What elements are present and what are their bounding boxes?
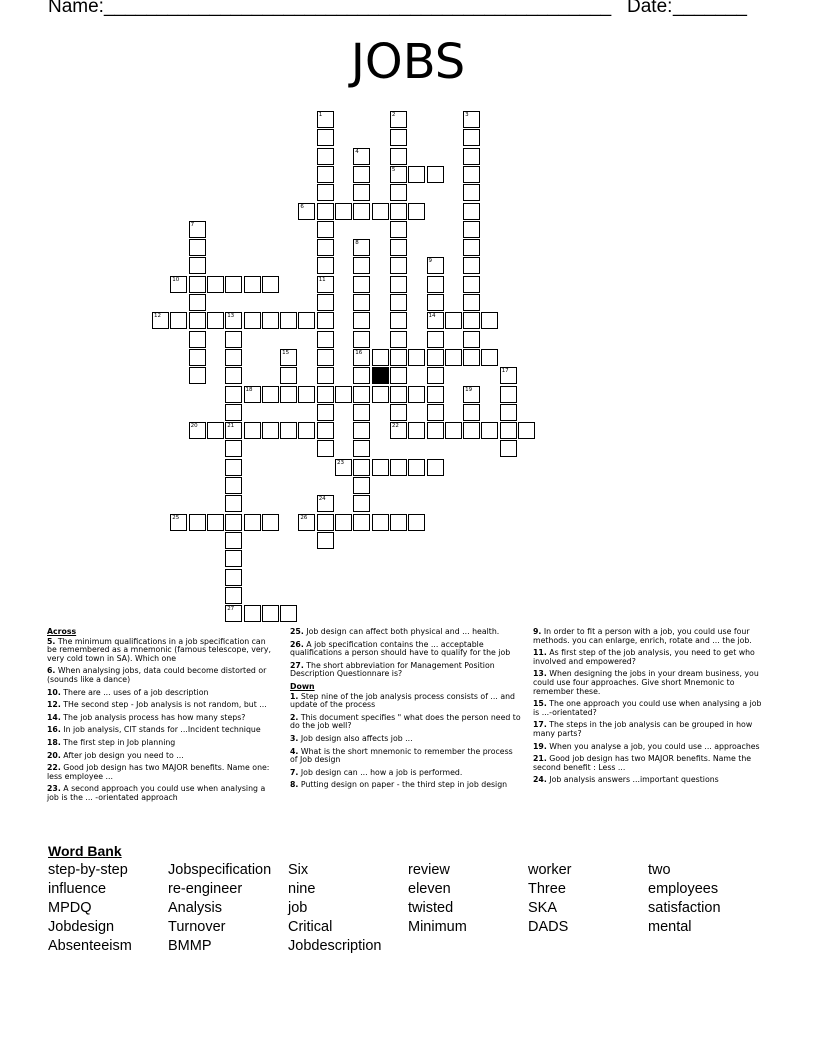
grid-cell[interactable] <box>445 349 462 366</box>
grid-cell[interactable] <box>189 257 206 274</box>
grid-cell[interactable] <box>463 148 480 165</box>
clue-number: 6 <box>300 203 304 210</box>
grid-cell[interactable] <box>372 349 389 366</box>
grid-cell[interactable] <box>463 111 480 128</box>
grid-cell[interactable] <box>152 312 169 329</box>
grid-cell[interactable] <box>463 312 480 329</box>
grid-cell[interactable] <box>463 221 480 238</box>
grid-cell[interactable] <box>427 386 444 403</box>
word-bank-word: step-by-step <box>48 862 128 878</box>
word-bank-word: Absenteeism <box>48 938 132 954</box>
grid-cell[interactable] <box>408 514 425 531</box>
grid-cell[interactable] <box>463 184 480 201</box>
grid-cell[interactable] <box>225 514 242 531</box>
grid-cell[interactable] <box>500 440 517 457</box>
clue-down-19: 19. When you analyse a job, you could use ... approaches <box>533 741 760 751</box>
word-bank-word: review <box>408 862 450 878</box>
grid-cell[interactable] <box>390 239 407 256</box>
word-bank-word: influence <box>48 881 107 897</box>
grid-cell[interactable] <box>481 312 498 329</box>
word-bank-word: Three <box>528 881 566 897</box>
grid-cell[interactable] <box>408 203 425 220</box>
clue-down-15: 15. The one approach you could use when analysing a job is ...-orientated? <box>533 699 762 717</box>
grid-cell[interactable] <box>317 148 334 165</box>
name-line[interactable]: ________________________________________________ <box>104 0 612 17</box>
clue-number: 22 <box>391 423 399 430</box>
grid-cell[interactable] <box>335 203 352 220</box>
clue-number: 21 <box>227 423 235 430</box>
grid-cell[interactable] <box>317 495 334 512</box>
grid-cell[interactable] <box>408 386 425 403</box>
word-bank-word: satisfaction <box>648 900 721 916</box>
grid-cell[interactable] <box>317 422 334 439</box>
grid-cell[interactable] <box>280 312 297 329</box>
grid-cell[interactable] <box>427 312 444 329</box>
clue-down-24: 24. Job analysis answers ...important questions <box>533 775 719 785</box>
clue-number: 26 <box>300 514 308 521</box>
clue-number: 27 <box>227 606 235 613</box>
clue-down-3: 3. Job design also affects job ... <box>290 733 413 743</box>
clue-across-27: 27. The short abbreviation for Management Position Description Questionnare is? <box>290 660 495 679</box>
grid-cell[interactable] <box>481 422 498 439</box>
grid-cell[interactable] <box>353 184 370 201</box>
word-bank-word: Jobspecification <box>168 862 272 878</box>
grid-cell[interactable] <box>390 404 407 421</box>
grid-cell[interactable] <box>225 495 242 512</box>
word-bank-word: Six <box>288 862 309 878</box>
grid-cell[interactable] <box>353 386 370 403</box>
grid-cell[interactable] <box>427 257 444 274</box>
grid-cell[interactable] <box>353 367 370 384</box>
grid-cell[interactable] <box>207 514 224 531</box>
grid-cell[interactable] <box>390 386 407 403</box>
grid-cell[interactable] <box>427 331 444 348</box>
clue-down-8: 8. Putting design on paper - the third step in job design <box>290 780 508 790</box>
grid-cell[interactable] <box>390 129 407 146</box>
word-bank-word: twisted <box>408 900 454 916</box>
grid-cell[interactable] <box>353 294 370 311</box>
grid-cell[interactable] <box>225 276 242 293</box>
grid-cell[interactable] <box>225 367 242 384</box>
grid-cell[interactable] <box>317 166 334 183</box>
grid-cell[interactable] <box>225 587 242 604</box>
clue-number: 23 <box>337 459 344 466</box>
word-bank-word: nine <box>288 881 316 897</box>
clue-number: 18 <box>245 386 253 393</box>
grid-cell[interactable] <box>408 349 425 366</box>
grid-cell[interactable] <box>317 129 334 146</box>
grid-cell[interactable] <box>225 440 242 457</box>
grid-cell[interactable] <box>463 257 480 274</box>
grid-cell[interactable] <box>280 386 297 403</box>
clue-number: 3 <box>465 112 469 118</box>
grid-cell[interactable] <box>262 422 279 439</box>
grid-cell[interactable] <box>390 276 407 293</box>
word-bank-word: SKA <box>528 900 558 916</box>
grid-cell[interactable] <box>317 184 334 201</box>
clues-column-1 <box>47 628 275 807</box>
clue-number: 11 <box>318 276 326 283</box>
grid-cell[interactable] <box>335 459 352 476</box>
grid-cell[interactable] <box>390 294 407 311</box>
grid-cell[interactable] <box>353 331 370 348</box>
grid-cell[interactable] <box>189 514 206 531</box>
clue-down-17: 17. The steps in the job analysis can be grouped in how many parts? <box>533 720 753 738</box>
page-title: JOBS <box>350 34 466 90</box>
grid-cell[interactable] <box>353 514 370 531</box>
grid-cell[interactable] <box>353 477 370 494</box>
grid-cell[interactable] <box>463 129 480 146</box>
word-bank-word: worker <box>528 862 572 878</box>
grid-cell[interactable] <box>298 203 315 220</box>
clue-across-26: 26. A job specification contains the ... acceptable qualifications a person should have to qualify for the job <box>290 639 511 658</box>
grid-cell[interactable] <box>408 166 425 183</box>
grid-cell[interactable] <box>189 239 206 256</box>
grid-cell[interactable] <box>427 367 444 384</box>
word-bank-word: Jobdesign <box>48 919 115 935</box>
grid-cell[interactable] <box>390 459 407 476</box>
clues-column-3 <box>533 628 768 789</box>
clue-number: 17 <box>501 368 509 375</box>
clue-across-25: 25. Job design can affect both physical and ... health. <box>290 627 500 636</box>
grid-cell[interactable] <box>500 386 517 403</box>
grid-cell[interactable] <box>170 312 187 329</box>
grid-cell[interactable] <box>390 514 407 531</box>
grid-cell[interactable] <box>335 386 352 403</box>
clue-across-5: 5. The minimum qualifications in a job specification can be remembered as a mnemonic (famous telescope, very, very cold town in SA). Which one <box>47 636 271 663</box>
grid-cell[interactable] <box>445 312 462 329</box>
word-bank-word: mental <box>648 919 692 935</box>
grid-cell[interactable] <box>225 331 242 348</box>
grid-cell[interactable] <box>353 312 370 329</box>
grid-cell[interactable] <box>317 349 334 366</box>
grid-cell[interactable] <box>207 276 224 293</box>
grid-cell[interactable] <box>189 367 206 384</box>
word-bank-word: MPDQ <box>48 900 92 916</box>
word-bank-word: Minimum <box>408 919 467 935</box>
grid-cell[interactable] <box>390 422 407 439</box>
grid-cell[interactable] <box>353 459 370 476</box>
grid-cell[interactable] <box>298 386 315 403</box>
grid-cell[interactable] <box>317 239 334 256</box>
clue-number: 4 <box>355 148 359 155</box>
grid-cell[interactable] <box>280 367 297 384</box>
grid-cell[interactable] <box>225 532 242 549</box>
grid-cell[interactable] <box>463 349 480 366</box>
word-bank-word: Turnover <box>168 919 226 935</box>
clue-across-23: 23. A second approach you could use when analysing a job is the ... -orientated approach <box>47 784 266 802</box>
grid-cell[interactable] <box>189 331 206 348</box>
grid-cell[interactable] <box>463 386 480 403</box>
grid-cell[interactable] <box>317 331 334 348</box>
grid-cell[interactable] <box>317 294 334 311</box>
grid-cell[interactable] <box>353 495 370 512</box>
grid-cell[interactable] <box>353 257 370 274</box>
clue-number: 25 <box>172 514 180 521</box>
word-bank-word: DADS <box>528 919 569 935</box>
grid-cell[interactable] <box>189 294 206 311</box>
clue-down-7: 7. Job design can ... how a job is performed. <box>290 767 463 777</box>
grid-cell[interactable] <box>463 276 480 293</box>
grid-cell[interactable] <box>390 148 407 165</box>
clue-number: 15 <box>282 349 290 356</box>
grid-cell[interactable] <box>244 386 261 403</box>
grid-cell[interactable] <box>427 166 444 183</box>
clue-down-13: 13. When designing the jobs in your dream business, you could use four approaches. Give short Mnemonic to remember these. <box>533 669 759 696</box>
clue-number: 5 <box>391 166 396 173</box>
grid-cell[interactable] <box>353 440 370 457</box>
clue-across-14: 14. The job analysis process has how many steps? <box>47 712 246 722</box>
grid-cell[interactable] <box>372 459 389 476</box>
grid-cell[interactable] <box>427 422 444 439</box>
grid-cell[interactable] <box>189 312 206 329</box>
grid-cell[interactable] <box>463 331 480 348</box>
grid-cell[interactable] <box>170 514 187 531</box>
clue-number: 13 <box>227 313 235 320</box>
grid-cell[interactable] <box>353 166 370 183</box>
word-bank <box>48 862 768 957</box>
grid-cell[interactable] <box>427 459 444 476</box>
grid-cell[interactable] <box>317 514 334 531</box>
grid-cell[interactable] <box>317 111 334 128</box>
word-bank-word: employees <box>648 881 719 897</box>
clue-number: 12 <box>154 313 161 320</box>
grid-cell[interactable] <box>189 276 206 293</box>
grid-cell[interactable] <box>390 257 407 274</box>
word-bank-word: Critical <box>288 919 333 935</box>
grid-cell[interactable] <box>317 312 334 329</box>
grid-cell[interactable] <box>317 367 334 384</box>
grid-cell[interactable] <box>189 221 206 238</box>
grid-cell[interactable] <box>225 550 242 567</box>
grid-cell[interactable] <box>262 312 279 329</box>
grid-cell[interactable] <box>500 422 517 439</box>
grid-cell[interactable] <box>353 422 370 439</box>
clue-number: 20 <box>190 423 198 430</box>
grid-cell[interactable] <box>262 386 279 403</box>
grid-cell[interactable] <box>280 605 297 622</box>
clue-across-18: 18. The first step in Job planning <box>47 737 176 747</box>
clue-down-4: 4. What is the short mnemonic to remember the process of Job design <box>290 746 513 765</box>
clue-down-21: 21. Good job design has two MAJOR benefits. Name the second benefit : Less ... <box>533 754 752 772</box>
grid-cell[interactable] <box>244 312 261 329</box>
clue-across-12: 12. THe second step - Job analysis is not random, but ... <box>47 700 267 710</box>
grid-cell[interactable] <box>427 294 444 311</box>
grid-cell[interactable] <box>500 404 517 421</box>
grid-cell[interactable] <box>225 569 242 586</box>
grid-cell[interactable] <box>225 349 242 366</box>
clue-number: 14 <box>428 313 436 320</box>
grid-cell[interactable] <box>372 386 389 403</box>
grid-cell[interactable] <box>244 514 261 531</box>
grid-cell[interactable] <box>390 221 407 238</box>
grid-cell[interactable] <box>335 514 352 531</box>
grid-cell[interactable] <box>427 404 444 421</box>
clue-number: 2 <box>391 112 396 118</box>
word-bank-word: job <box>288 900 308 916</box>
clue-down-11: 11. As first step of the job analysis, you need to get who involved and empowered? <box>533 648 755 666</box>
grid-cell[interactable] <box>463 294 480 311</box>
grid-cell[interactable] <box>207 312 224 329</box>
grid-cell[interactable] <box>317 404 334 421</box>
clue-number: 10 <box>172 276 180 283</box>
grid-cell[interactable] <box>463 166 480 183</box>
grid-cell[interactable] <box>244 605 261 622</box>
across-heading: Across <box>47 627 77 636</box>
clue-across-16: 16. In job analysis, CIT stands for ...Incident technique <box>47 725 261 735</box>
grid-cell[interactable] <box>353 148 370 165</box>
grid-cell[interactable] <box>390 166 407 183</box>
down-heading: Down <box>290 681 315 691</box>
grid-cell[interactable] <box>225 312 242 329</box>
grid-cell[interactable] <box>317 221 334 238</box>
blocked-cell <box>372 367 389 384</box>
clue-across-20: 20. After job design you need to ... <box>47 750 184 760</box>
grid-cell[interactable] <box>280 349 297 366</box>
grid-cell[interactable] <box>353 276 370 293</box>
date-line[interactable]: _______ <box>673 0 747 17</box>
grid-cell[interactable] <box>445 422 462 439</box>
grid-cell[interactable] <box>463 422 480 439</box>
grid-cell[interactable] <box>280 422 297 439</box>
grid-cell[interactable] <box>463 239 480 256</box>
grid-cell[interactable] <box>189 422 206 439</box>
grid-cell[interactable] <box>427 349 444 366</box>
grid-cell[interactable] <box>225 386 242 403</box>
grid-cell[interactable] <box>262 605 279 622</box>
grid-cell[interactable] <box>317 532 334 549</box>
date-label: Date: <box>627 0 673 17</box>
grid-cell[interactable] <box>170 276 187 293</box>
clue-down-2: 2. This document specifies " what does the person need to do the job well? <box>290 712 521 731</box>
word-bank-word: Analysis <box>168 900 222 916</box>
clue-down-9: 9. In order to fit a person with a job, you could use four methods. you can enlarge, enrich, rotate and ... the job. <box>533 627 752 645</box>
word-bank-word: Jobdescription <box>288 938 382 954</box>
word-bank-word: eleven <box>408 881 451 897</box>
grid-cell[interactable] <box>317 276 334 293</box>
grid-cell[interactable] <box>317 257 334 274</box>
grid-cell[interactable] <box>317 440 334 457</box>
grid-cell[interactable] <box>481 349 498 366</box>
grid-cell[interactable] <box>225 404 242 421</box>
grid-cell[interactable] <box>427 276 444 293</box>
grid-cell[interactable] <box>408 422 425 439</box>
name-label: Name: <box>48 0 104 17</box>
grid-cell[interactable] <box>298 514 315 531</box>
grid-cell[interactable] <box>298 312 315 329</box>
grid-cell[interactable] <box>353 404 370 421</box>
grid-cell[interactable] <box>408 459 425 476</box>
clue-number: 24 <box>318 496 326 503</box>
grid-cell[interactable] <box>390 184 407 201</box>
grid-cell[interactable] <box>518 422 535 439</box>
grid-cell[interactable] <box>372 203 389 220</box>
grid-cell[interactable] <box>189 349 206 366</box>
clue-number: 7 <box>190 221 195 228</box>
grid-cell[interactable] <box>244 422 261 439</box>
grid-cell[interactable] <box>390 203 407 220</box>
word-bank-word: two <box>648 862 671 878</box>
clue-across-6: 6. When analysing jobs, data could become distorted or (sounds like a dance) <box>47 666 267 684</box>
grid-cell[interactable] <box>262 276 279 293</box>
grid-cell[interactable] <box>463 203 480 220</box>
grid-cell[interactable] <box>225 477 242 494</box>
clue-across-22: 22. Good job design has two MAJOR benefits. Name one: less employee ... <box>47 763 270 781</box>
grid-cell[interactable] <box>390 367 407 384</box>
grid-cell[interactable] <box>225 422 242 439</box>
clue-number: 16 <box>355 349 363 356</box>
grid-cell[interactable] <box>298 422 315 439</box>
word-bank-title: Word Bank <box>48 843 122 859</box>
grid-cell[interactable] <box>463 404 480 421</box>
grid-cell[interactable] <box>390 111 407 128</box>
grid-cell[interactable] <box>390 312 407 329</box>
clue-down-1: 1. Step nine of the job analysis process consists of ... and update of the process <box>290 691 516 710</box>
clues-column-2 <box>290 628 522 794</box>
word-bank-word: re-engineer <box>168 881 243 897</box>
grid-cell[interactable] <box>372 514 389 531</box>
word-bank-word: BMMP <box>168 938 212 954</box>
grid-cell[interactable] <box>225 605 242 622</box>
grid-cell[interactable] <box>390 331 407 348</box>
grid-cell[interactable] <box>390 349 407 366</box>
grid-cell[interactable] <box>353 203 370 220</box>
grid-cell[interactable] <box>225 459 242 476</box>
grid-cell[interactable] <box>244 276 261 293</box>
grid-cell[interactable] <box>353 349 370 366</box>
grid-cell[interactable] <box>262 514 279 531</box>
grid-cell[interactable] <box>317 386 334 403</box>
clue-across-10: 10. There are ... uses of a job description <box>47 687 209 697</box>
clue-number: 19 <box>465 386 473 393</box>
clue-number: 8 <box>355 240 359 247</box>
grid-cell[interactable] <box>317 203 334 220</box>
clue-number: 1 <box>318 112 323 118</box>
grid-cell[interactable] <box>207 422 224 439</box>
clue-number: 9 <box>428 258 432 265</box>
grid-cell[interactable] <box>353 239 370 256</box>
grid-cell[interactable] <box>500 367 517 384</box>
